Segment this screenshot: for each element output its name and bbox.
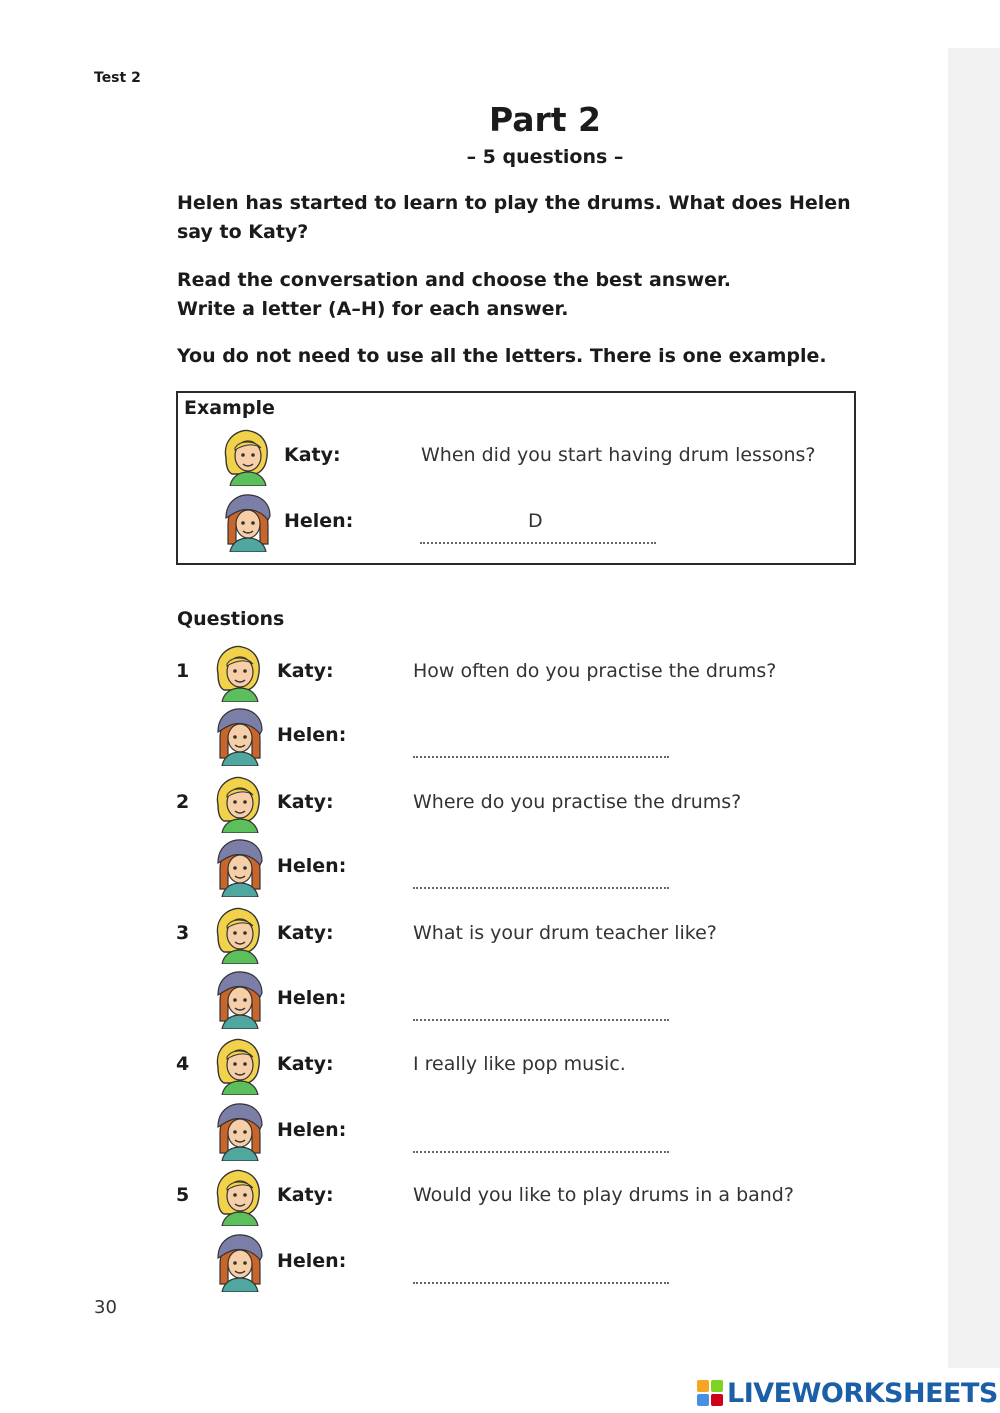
answer-field-2[interactable] — [413, 859, 669, 889]
example-katy-line: When did you start having drum lessons? — [421, 444, 816, 466]
question-5-katy-row — [0, 1168, 948, 1228]
katy-speaker-label: Katy: — [277, 1053, 334, 1075]
instruction-read: Read the conversation and choose the best answer. — [177, 269, 731, 291]
question-3-helen-row — [0, 971, 948, 1031]
questions-heading: Questions — [177, 608, 285, 630]
answer-field-1[interactable] — [413, 728, 669, 758]
test-label: Test 2 — [94, 70, 141, 86]
part-title: Part 2 — [488, 100, 602, 139]
example-katy-row — [0, 428, 948, 488]
helen-avatar-icon — [210, 971, 266, 1029]
katy-speaker-label: Katy: — [277, 660, 334, 682]
katy-avatar-icon — [210, 1037, 266, 1095]
question-4-helen-row — [0, 1103, 948, 1163]
question-4-katy-row — [0, 1037, 948, 1097]
example-answer-letter: D — [528, 510, 543, 532]
helen-avatar-icon — [210, 1234, 266, 1292]
question-number: 4 — [176, 1053, 190, 1075]
example-label: Example — [184, 397, 275, 419]
helen-speaker-label: Helen: — [277, 855, 347, 877]
question-number: 1 — [176, 660, 190, 682]
katy-avatar-icon — [210, 644, 266, 702]
question-number: 5 — [176, 1184, 190, 1206]
example-helen-row — [0, 494, 948, 554]
katy-speaker-label: Katy: — [277, 1184, 334, 1206]
instruction-letters: You do not need to use all the letters. There is one example. — [177, 345, 827, 367]
page-edge-shadow — [948, 48, 1000, 1368]
liveworksheets-brand: LIVEWORKSHEETS — [727, 1377, 998, 1409]
question-number: 2 — [176, 791, 190, 813]
answer-field-4[interactable] — [413, 1123, 669, 1153]
helen-speaker-label: Helen: — [277, 1119, 347, 1141]
katy-avatar-icon — [218, 428, 274, 486]
helen-avatar-icon — [210, 708, 266, 766]
katy-line: Where do you practise the drums? — [413, 791, 742, 813]
katy-line: Would you like to play drums in a band? — [413, 1184, 794, 1206]
katy-avatar-icon — [210, 775, 266, 833]
part-subtitle: – 5 questions – — [466, 146, 624, 168]
example-helen-answer — [420, 510, 656, 544]
question-1-katy-row — [0, 644, 948, 704]
instruction-write: Write a letter (A–H) for each answer. — [177, 298, 569, 320]
katy-avatar-icon — [210, 1168, 266, 1226]
question-2-helen-row — [0, 839, 948, 899]
helen-avatar-icon — [210, 1103, 266, 1161]
question-1-helen-row — [0, 708, 948, 768]
helen-speaker-label: Helen: — [277, 1250, 347, 1272]
katy-line: What is your drum teacher like? — [413, 922, 717, 944]
katy-speaker-label: Katy: — [277, 791, 334, 813]
question-2-katy-row — [0, 775, 948, 835]
helen-speaker-label: Helen: — [277, 724, 347, 746]
question-3-katy-row — [0, 906, 948, 966]
question-number: 3 — [176, 922, 190, 944]
katy-line: How often do you practise the drums? — [413, 660, 777, 682]
katy-speaker-label: Katy: — [277, 922, 334, 944]
katy-avatar-icon — [210, 906, 266, 964]
question-5-helen-row — [0, 1234, 948, 1294]
answer-field-5[interactable] — [413, 1254, 669, 1284]
helen-avatar-icon — [218, 494, 274, 552]
example-katy-speaker: Katy: — [284, 444, 341, 466]
answer-field-3[interactable] — [413, 991, 669, 1021]
helen-avatar-icon — [210, 839, 266, 897]
katy-line: I really like pop music. — [413, 1053, 626, 1075]
helen-speaker-label: Helen: — [277, 987, 347, 1009]
instruction-intro: Helen has started to learn to play the drums. What does Helen say to Katy? — [177, 192, 851, 243]
example-helen-speaker: Helen: — [284, 510, 354, 532]
liveworksheets-logo — [697, 1378, 998, 1408]
liveworksheets-logo-icon — [697, 1380, 723, 1406]
page-number: 30 — [94, 1297, 117, 1318]
